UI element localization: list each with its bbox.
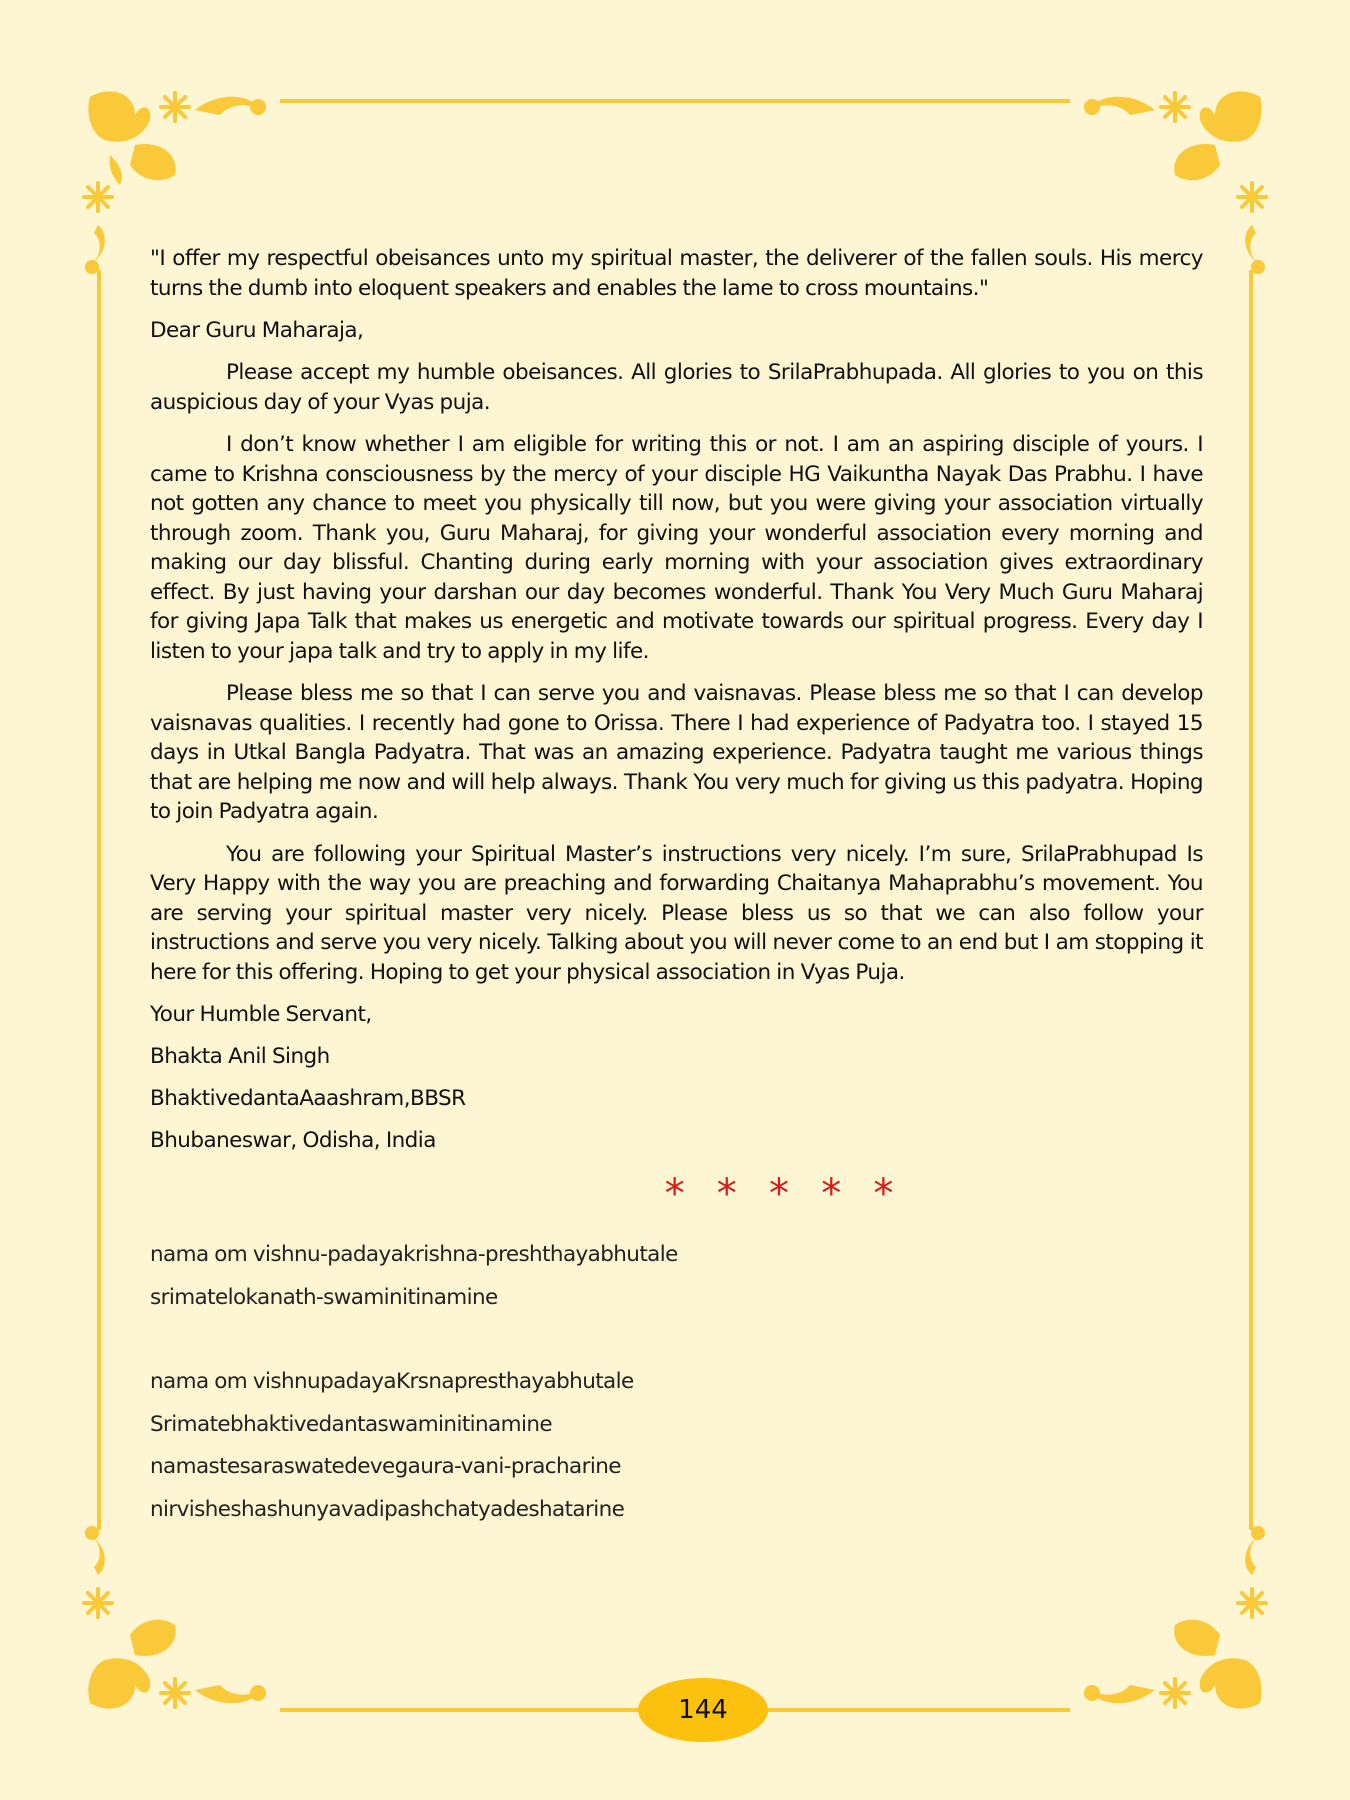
paragraph: Please accept my humble obeisances. All glories to SrilaPrabhupada. All glories to you on this auspicious day of your Vyas puja. (150, 360, 1203, 415)
border-right (1249, 270, 1253, 1530)
opening-verse: "I offer my respectful obeisances unto my spiritual master, the deliverer of the fallen souls. His mercy turns the dumb into eloquent speakers and enables the lame to cross mountains." (150, 246, 1203, 301)
paragraph: I don’t know whether I am eligible for writing this or not. I am an aspiring disciple of yours. I came to Krishna consciousness by the mercy of your disciple HG Vaikuntha Nayak Das Prabhu. I have not gotten any chance to meet you physically till now, but you were giving your association virtually through zoom. Thank you, Guru Maharaj, for giving your wonderful association every morning and making our day blissful. Chanting during early morning with your association gives extraordinary effect. By just having your darshan our day becomes wonderful. Thank You Very Much Guru Maharaj for giving Japa Talk that makes us energetic and motivate towards our spiritual progress. Every day I listen to your japa talk and try to apply in my life. (150, 432, 1203, 664)
corner-ornament-icon (80, 1515, 280, 1715)
mantra-line: Srimatebhaktivedantaswaminitinamine (150, 1411, 552, 1437)
signature-name: Bhakta Anil Singh (150, 1044, 330, 1069)
mantra-line: namastesaraswatedevegaura-vani-pracharine (150, 1454, 621, 1479)
signature-closing: Your Humble Servant, (150, 1002, 372, 1027)
page-number-text: 144 (678, 1695, 728, 1725)
paragraph: You are following your Spiritual Master’s instructions very nicely. I’m sure, SrilaPrabhupad Is Very Happy with the way you are preaching and forwarding Chaitanya Mahaprabhu’s movement. You are serving your spiritual master very nicely. Please bless us so that we can also follow your instructions and serve you very nicely. Talking about you will never come to an end but I am stopping it here for this offering. Hoping to get your physical association in Vyas Puja. (150, 841, 1203, 985)
mantra-line: nama om vishnupadayaKrsnapresthayabhutale (150, 1369, 634, 1394)
border-top (280, 99, 1070, 103)
mantra-line: srimatelokanath-swaminitinamine (150, 1284, 498, 1310)
signature-ashram: BhaktivedantaAaashram,BBSR (150, 1086, 466, 1111)
border-left (97, 270, 101, 1530)
section-separator: * * * * * (664, 1171, 904, 1217)
salutation: Dear Guru Maharaja, (150, 318, 364, 343)
page-number (638, 1678, 768, 1742)
corner-ornament-icon (1070, 1515, 1270, 1715)
paragraph: Please bless me so that I can serve you and vaisnavas. Please bless me so that I can develop vaisnavas qualities. I recently had gone to Orissa. There I had experience of Padyatra too. I stayed 15 days in Utkal Bangla Padyatra. That was an amazing experience. Padyatra taught me various things that are helping me now and will help always. Thank You very much for giving us this padyatra. Hoping to join Padyatra again. (150, 681, 1203, 824)
letter-body (150, 244, 1203, 1537)
signature-location: Bhubaneswar, Odisha, India (150, 1128, 436, 1153)
mantra-line: nirvisheshashunyavadipashchatyadeshatarine (150, 1496, 625, 1522)
mantra-line: nama om vishnu-padayakrishna-preshthayabhutale (150, 1242, 678, 1267)
